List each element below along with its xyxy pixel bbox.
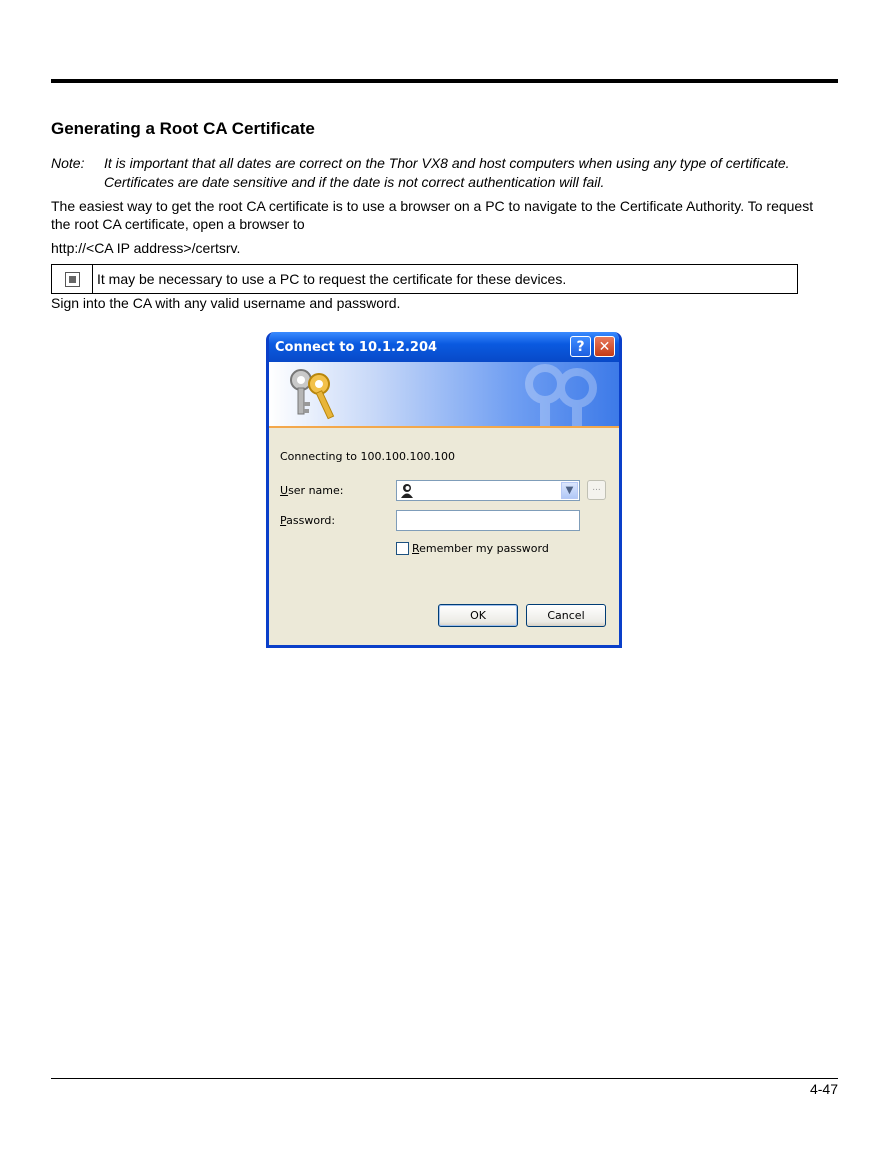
user-icon <box>400 483 414 498</box>
ok-button[interactable]: OK <box>438 604 518 627</box>
remember-password-option[interactable] <box>396 542 549 555</box>
remember-password-label: Remember my password <box>412 542 549 555</box>
username-combobox[interactable] <box>396 480 580 501</box>
page-number: 4-47 <box>809 1081 838 1097</box>
tip-box <box>51 264 798 294</box>
username-label: User name: <box>280 484 344 497</box>
note-icon <box>52 265 93 293</box>
cancel-button[interactable]: Cancel <box>526 604 606 627</box>
password-input[interactable] <box>396 510 580 531</box>
connect-dialog <box>266 332 622 648</box>
signin-instruction: Sign into the CA with any valid username and password. <box>51 295 401 311</box>
password-label: Password: <box>280 514 336 527</box>
section-heading: Generating a Root CA Certificate <box>51 119 315 138</box>
dialog-banner <box>269 362 619 428</box>
bottom-rule <box>51 1078 838 1079</box>
connecting-text: Connecting to 100.100.100.100 <box>280 450 456 463</box>
body-paragraph: The easiest way to get the root CA certificate is to use a browser on a PC to navigate to the Certificate Authority. To request the root CA certificate, open a browser to <box>51 198 814 232</box>
dropdown-arrow-icon[interactable]: ▼ <box>561 482 578 499</box>
tip-text: It may be necessary to use a PC to request the certificate for these devices. <box>97 271 567 287</box>
certsrv-url: http://<CA IP address>/certsrv. <box>51 240 241 256</box>
top-rule <box>51 79 838 83</box>
help-button[interactable]: ? <box>570 336 591 357</box>
keys-watermark-icon <box>515 364 605 426</box>
keys-icon <box>285 366 341 424</box>
note-block <box>51 154 831 192</box>
note-line-2: Certificates are date sensitive and if the date is not correct authentication will fail. <box>104 174 605 190</box>
close-button[interactable]: ✕ <box>594 336 615 357</box>
dialog-title: Connect to 10.1.2.204 <box>275 339 438 355</box>
note-label: Note: <box>51 155 85 171</box>
remember-password-checkbox[interactable] <box>396 542 409 555</box>
note-line-1: It is important that all dates are correct on the Thor VX8 and host computers when using any type of certificate. <box>104 155 790 171</box>
browse-users-button[interactable]: ... <box>587 480 606 500</box>
dialog-titlebar[interactable] <box>269 332 619 362</box>
